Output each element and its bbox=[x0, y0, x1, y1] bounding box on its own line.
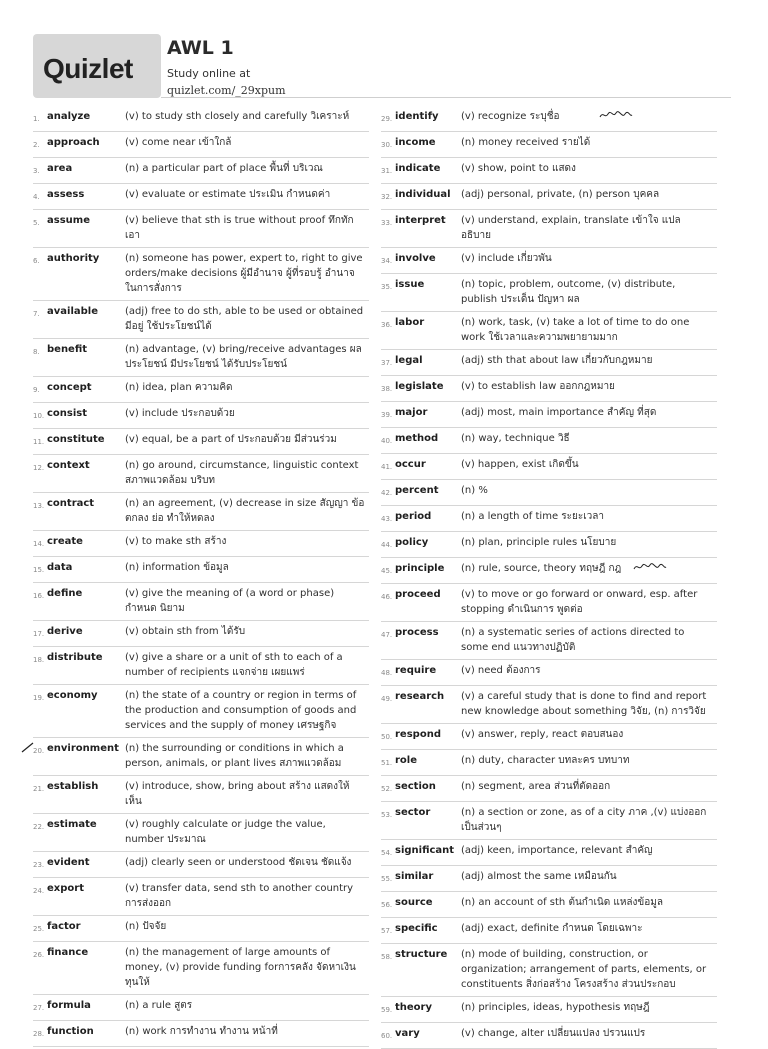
term-number: 42. bbox=[381, 489, 393, 497]
term-number: 2. bbox=[33, 141, 40, 149]
term-number: 31. bbox=[381, 167, 393, 175]
term-definition: (n) work, task, (v) take a lot of time to do one work ใช้เวลาและความพยายามมาก bbox=[461, 317, 690, 343]
term-number: 34. bbox=[381, 257, 393, 265]
term-word: period bbox=[395, 511, 432, 522]
term-definition: (adj) free to do sth, able to be used or obtained มีอยู่ ใช้ประโยชน์ได้ bbox=[125, 306, 364, 332]
term-number: 14. bbox=[33, 540, 45, 548]
term-row bbox=[33, 852, 369, 878]
term-word: derive bbox=[47, 626, 83, 637]
term-word: significant bbox=[395, 845, 455, 856]
term-definition: (v) roughly calculate or judge the value, number ประมาณ bbox=[125, 819, 326, 845]
term-word: environment bbox=[47, 743, 119, 754]
term-word: vary bbox=[395, 1028, 420, 1039]
term-row bbox=[33, 995, 369, 1021]
term-word: source bbox=[395, 897, 433, 908]
term-definition: (v) believe that sth is true without proof ทึกทักเอา bbox=[125, 215, 354, 241]
term-word: major bbox=[395, 407, 428, 418]
term-word: authority bbox=[47, 253, 100, 264]
term-row bbox=[381, 480, 717, 506]
term-number: 13. bbox=[33, 502, 45, 510]
term-row bbox=[33, 878, 369, 916]
term-word: occur bbox=[395, 459, 426, 470]
term-number: 58. bbox=[381, 953, 393, 961]
term-definition: (n) % bbox=[461, 485, 488, 496]
term-row bbox=[381, 558, 717, 584]
term-number: 1. bbox=[33, 115, 40, 123]
term-number: 6. bbox=[33, 257, 40, 265]
term-number: 22. bbox=[33, 823, 45, 831]
term-number: 3. bbox=[33, 167, 40, 175]
term-definition: (v) include เกี่ยวพัน bbox=[461, 253, 552, 264]
term-definition: (n) principles, ideas, hypothesis ทฤษฎี bbox=[461, 1002, 650, 1013]
term-definition: (adj) clearly seen or understood ชัดเจน ชัดแจ้ง bbox=[125, 857, 352, 868]
term-definition: (v) include ประกอบด้วย bbox=[125, 408, 235, 419]
term-word: evident bbox=[47, 857, 90, 868]
term-row bbox=[381, 428, 717, 454]
term-number: 46. bbox=[381, 593, 393, 601]
term-definition: (v) to make sth สร้าง bbox=[125, 536, 227, 547]
term-definition: (adj) keen, importance, relevant สำคัญ bbox=[461, 845, 653, 856]
term-row bbox=[33, 685, 369, 738]
term-row bbox=[381, 532, 717, 558]
term-row bbox=[381, 506, 717, 532]
term-row bbox=[33, 557, 369, 583]
term-number: 35. bbox=[381, 283, 393, 291]
term-row bbox=[33, 531, 369, 557]
term-definition: (v) recognize ระบุชื่อ bbox=[461, 111, 560, 122]
term-word: sector bbox=[395, 807, 431, 818]
term-definition: (adj) exact, definite กำหนด โดยเฉพาะ bbox=[461, 923, 643, 934]
term-word: require bbox=[395, 665, 437, 676]
term-definition: (n) duty, character บทละคร บทบาท bbox=[461, 755, 630, 766]
term-row bbox=[381, 750, 717, 776]
term-number: 29. bbox=[381, 115, 393, 123]
term-definition: (v) to establish law ออกกฎหมาย bbox=[461, 381, 615, 392]
term-number: 9. bbox=[33, 386, 40, 394]
term-definition: (v) evaluate or estimate ประเมิน กำหนดค่า bbox=[125, 189, 331, 200]
term-row bbox=[33, 377, 369, 403]
term-row bbox=[381, 274, 717, 312]
term-word: structure bbox=[395, 949, 448, 960]
quizlet-logo bbox=[33, 34, 161, 98]
term-row bbox=[33, 403, 369, 429]
term-row bbox=[33, 132, 369, 158]
term-word: involve bbox=[395, 253, 436, 264]
terms-column-right bbox=[381, 106, 717, 1049]
term-definition: (v) need ต้องการ bbox=[461, 665, 541, 676]
term-number: 56. bbox=[381, 901, 393, 909]
term-definition: (v) to study sth closely and carefully วิเคราะห์ bbox=[125, 111, 350, 122]
term-definition: (n) segment, area ส่วนที่ตัดออก bbox=[461, 781, 611, 792]
term-definition: (v) understand, explain, translate เข้าใจ แปล อธิบาย bbox=[461, 215, 681, 241]
term-word: data bbox=[47, 562, 73, 573]
term-row bbox=[381, 132, 717, 158]
logo-text: Quizlet bbox=[43, 53, 133, 84]
term-definition: (n) ปัจจัย bbox=[125, 921, 167, 932]
term-row bbox=[381, 402, 717, 428]
term-word: specific bbox=[395, 923, 438, 934]
term-number: 21. bbox=[33, 785, 45, 793]
term-definition: (n) go around, circumstance, linguistic context สภาพแวดล้อม บริบท bbox=[125, 460, 359, 486]
term-row bbox=[381, 106, 717, 132]
term-number: 55. bbox=[381, 875, 393, 883]
term-word: theory bbox=[395, 1002, 433, 1013]
term-row bbox=[33, 1021, 369, 1047]
term-definition: (adj) personal, private, (n) person บุคคล bbox=[461, 189, 660, 200]
term-row bbox=[381, 840, 717, 866]
term-number: 4. bbox=[33, 193, 40, 201]
term-definition: (n) a length of time ระยะเวลา bbox=[461, 511, 605, 522]
term-row bbox=[33, 621, 369, 647]
term-definition: (n) information ข้อมูล bbox=[125, 562, 229, 573]
set-title: AWL 1 bbox=[167, 37, 234, 59]
term-definition: (n) topic, problem, outcome, (v) distribute, publish ประเด็น ปัญหา ผล bbox=[461, 279, 676, 305]
term-definition: (n) idea, plan ความคิด bbox=[125, 382, 233, 393]
term-definition: (n) someone has power, expert to, right to give orders/make decisions ผู้มีอำนาจ ผู้ที่รอบรู้ อำนาจในการสั่งการ bbox=[125, 253, 363, 294]
term-number: 17. bbox=[33, 630, 45, 638]
term-definition: (v) come near เข้าใกล้ bbox=[125, 137, 232, 148]
term-definition: (n) the management of large amounts of money, (v) provide funding forการคลัง จัดหาเงินทุนให้ bbox=[125, 947, 356, 988]
term-number: 27. bbox=[33, 1004, 45, 1012]
term-number: 16. bbox=[33, 592, 45, 600]
term-row bbox=[33, 942, 369, 995]
term-definition: (v) transfer data, send sth to another country การส่งออก bbox=[125, 883, 354, 909]
term-word: labor bbox=[395, 317, 425, 328]
term-definition: (n) an account of sth ต้นกำเนิด แหล่งข้อมูล bbox=[461, 897, 663, 908]
term-number: 41. bbox=[381, 463, 393, 471]
term-number: 24. bbox=[33, 887, 45, 895]
term-row bbox=[33, 776, 369, 814]
term-word: factor bbox=[47, 921, 81, 932]
term-row bbox=[33, 301, 369, 339]
term-definition: (n) the surrounding or conditions in which a person, animals, or plant lives สภาพแวดล้อม bbox=[125, 743, 344, 769]
term-word: legislate bbox=[395, 381, 444, 392]
term-row bbox=[33, 738, 369, 776]
term-word: assume bbox=[47, 215, 90, 226]
term-definition: (v) give the meaning of (a word or phase) กำหนด นิยาม bbox=[125, 588, 335, 614]
term-definition: (n) a particular part of place พื้นที่ บริเวณ bbox=[125, 163, 323, 174]
term-row bbox=[381, 184, 717, 210]
study-online-line bbox=[167, 65, 357, 99]
term-number: 44. bbox=[381, 541, 393, 549]
term-number: 28. bbox=[33, 1030, 45, 1038]
term-word: concept bbox=[47, 382, 92, 393]
term-number: 57. bbox=[381, 927, 393, 935]
term-word: consist bbox=[47, 408, 88, 419]
term-number: 8. bbox=[33, 348, 40, 356]
term-row bbox=[381, 776, 717, 802]
term-word: interpret bbox=[395, 215, 446, 226]
term-definition: (n) a section or zone, as of a city ภาค ,(v) แบ่งออกเป็นส่วนๆ bbox=[461, 807, 707, 833]
term-definition: (n) money received รายได้ bbox=[461, 137, 591, 148]
term-row bbox=[381, 158, 717, 184]
term-row bbox=[33, 158, 369, 184]
term-word: benefit bbox=[47, 344, 88, 355]
term-row bbox=[33, 106, 369, 132]
term-definition: (adj) sth that about law เกี่ยวกับกฎหมาย bbox=[461, 355, 653, 366]
term-number: 39. bbox=[381, 411, 393, 419]
header-divider bbox=[161, 97, 731, 98]
term-number: 10. bbox=[33, 412, 45, 420]
term-word: process bbox=[395, 627, 439, 638]
term-word: analyze bbox=[47, 111, 91, 122]
term-word: establish bbox=[47, 781, 99, 792]
term-number: 5. bbox=[33, 219, 40, 227]
term-definition: (n) the state of a country or region in terms of the production and consumption of goods and services and the supply of money เศรษฐกิจ bbox=[125, 690, 357, 731]
term-row bbox=[33, 647, 369, 685]
term-number: 11. bbox=[33, 438, 45, 446]
term-row bbox=[381, 210, 717, 248]
page-header bbox=[33, 34, 731, 98]
term-word: distribute bbox=[47, 652, 103, 663]
term-word: create bbox=[47, 536, 83, 547]
term-word: assess bbox=[47, 189, 85, 200]
term-word: proceed bbox=[395, 589, 441, 600]
term-number: 12. bbox=[33, 464, 45, 472]
term-row bbox=[381, 454, 717, 480]
term-row bbox=[33, 583, 369, 621]
term-row bbox=[381, 866, 717, 892]
term-definition: (v) change, alter เปลี่ยนแปลง ปรวนแปร bbox=[461, 1028, 646, 1039]
term-number: 38. bbox=[381, 385, 393, 393]
term-number: 33. bbox=[381, 219, 393, 227]
handwritten-scribble bbox=[633, 562, 667, 572]
term-word: estimate bbox=[47, 819, 97, 830]
term-row bbox=[381, 1023, 717, 1049]
term-definition: (n) plan, principle rules นโยบาย bbox=[461, 537, 617, 548]
term-row bbox=[381, 248, 717, 274]
term-definition: (v) give a share or a unit of sth to each of a number of recipients แจกจ่าย เผยแพร่ bbox=[125, 652, 343, 678]
term-number: 20. bbox=[33, 747, 45, 755]
term-word: legal bbox=[395, 355, 423, 366]
term-word: method bbox=[395, 433, 439, 444]
term-row bbox=[381, 892, 717, 918]
term-row bbox=[381, 350, 717, 376]
term-row bbox=[33, 339, 369, 377]
term-number: 19. bbox=[33, 694, 45, 702]
term-row bbox=[381, 944, 717, 997]
term-number: 45. bbox=[381, 567, 393, 575]
term-definition: (n) rule, source, theory ทฤษฎี กฎ bbox=[461, 563, 622, 574]
term-word: issue bbox=[395, 279, 425, 290]
term-row bbox=[381, 802, 717, 840]
term-word: approach bbox=[47, 137, 100, 148]
term-word: section bbox=[395, 781, 436, 792]
term-row bbox=[381, 997, 717, 1023]
term-word: indicate bbox=[395, 163, 441, 174]
term-number: 51. bbox=[381, 759, 393, 767]
term-row bbox=[381, 660, 717, 686]
term-definition: (v) happen, exist เกิดขึ้น bbox=[461, 459, 579, 470]
term-word: income bbox=[395, 137, 436, 148]
term-definition: (adj) most, main importance สำคัญ ที่สุด bbox=[461, 407, 657, 418]
term-word: context bbox=[47, 460, 90, 471]
term-row bbox=[381, 724, 717, 750]
term-number: 36. bbox=[381, 321, 393, 329]
term-row bbox=[33, 916, 369, 942]
term-row bbox=[381, 918, 717, 944]
term-definition: (n) advantage, (v) bring/receive advantages ผลประโยชน์ มีประโยชน์ ได้รับประโยชน์ bbox=[125, 344, 362, 370]
term-definition: (n) way, technique วิธี bbox=[461, 433, 570, 444]
term-number: 48. bbox=[381, 669, 393, 677]
term-word: policy bbox=[395, 537, 429, 548]
term-word: area bbox=[47, 163, 73, 174]
terms-column-left bbox=[33, 106, 369, 1047]
term-word: define bbox=[47, 588, 83, 599]
term-number: 43. bbox=[381, 515, 393, 523]
term-row bbox=[33, 248, 369, 301]
term-row bbox=[381, 686, 717, 724]
term-word: percent bbox=[395, 485, 439, 496]
term-number: 49. bbox=[381, 695, 393, 703]
term-word: export bbox=[47, 883, 84, 894]
term-row bbox=[33, 210, 369, 248]
term-word: constitute bbox=[47, 434, 105, 445]
term-word: contract bbox=[47, 498, 95, 509]
term-number: 30. bbox=[381, 141, 393, 149]
term-word: economy bbox=[47, 690, 98, 701]
term-number: 32. bbox=[381, 193, 393, 201]
term-number: 60. bbox=[381, 1032, 393, 1040]
term-word: available bbox=[47, 306, 98, 317]
term-number: 47. bbox=[381, 631, 393, 639]
term-definition: (n) an agreement, (v) decrease in size สัญญา ข้อตกลง ย่อ ทำให้หดลง bbox=[125, 498, 365, 524]
term-word: role bbox=[395, 755, 418, 766]
term-definition: (n) work การทำงาน ทำงาน หน้าที่ bbox=[125, 1026, 278, 1037]
term-number: 59. bbox=[381, 1006, 393, 1014]
term-number: 54. bbox=[381, 849, 393, 857]
term-word: finance bbox=[47, 947, 89, 958]
term-word: respond bbox=[395, 729, 441, 740]
term-word: function bbox=[47, 1026, 94, 1037]
term-definition: (n) mode of building, construction, or organization; arrangement of parts, elements, or constituents สิ่งก่อสร้าง โครงสร้าง ส่วนประกอบ bbox=[461, 949, 707, 990]
term-row bbox=[33, 814, 369, 852]
term-row bbox=[33, 184, 369, 210]
term-number: 53. bbox=[381, 811, 393, 819]
term-word: similar bbox=[395, 871, 434, 882]
term-word: formula bbox=[47, 1000, 91, 1011]
term-definition: (n) a rule สูตร bbox=[125, 1000, 193, 1011]
term-definition: (v) show, point to แสดง bbox=[461, 163, 576, 174]
term-definition: (v) introduce, show, bring about สร้าง แสดงให้เห็น bbox=[125, 781, 350, 807]
term-definition: (v) answer, reply, react ตอบสนอง bbox=[461, 729, 624, 740]
term-row bbox=[33, 455, 369, 493]
term-number: 40. bbox=[381, 437, 393, 445]
term-row bbox=[381, 622, 717, 660]
term-number: 37. bbox=[381, 359, 393, 367]
term-number: 7. bbox=[33, 310, 40, 318]
term-definition: (adj) almost the same เหมือนกัน bbox=[461, 871, 617, 882]
study-prefix: Study online at bbox=[167, 67, 251, 80]
term-number: 26. bbox=[33, 951, 45, 959]
term-row bbox=[381, 376, 717, 402]
term-number: 18. bbox=[33, 656, 45, 664]
term-word: principle bbox=[395, 563, 445, 574]
term-word: research bbox=[395, 691, 445, 702]
term-number: 25. bbox=[33, 925, 45, 933]
term-definition: (v) obtain sth from ได้รับ bbox=[125, 626, 246, 637]
term-row bbox=[33, 493, 369, 531]
term-number: 15. bbox=[33, 566, 45, 574]
term-definition: (n) a systematic series of actions directed to some end แนวทางปฏิบัติ bbox=[461, 627, 685, 653]
term-word: individual bbox=[395, 189, 451, 200]
term-definition: (v) a careful study that is done to find and report new knowledge about something วิจัย, (n) การวิจัย bbox=[461, 691, 707, 717]
term-row bbox=[381, 584, 717, 622]
handwritten-scribble bbox=[599, 110, 633, 120]
term-row bbox=[33, 429, 369, 455]
term-word: identify bbox=[395, 111, 439, 122]
term-number: 23. bbox=[33, 861, 45, 869]
term-number: 50. bbox=[381, 733, 393, 741]
study-url: quizlet.com/_29xpum bbox=[167, 84, 286, 97]
handwritten-tick-mark bbox=[21, 741, 35, 753]
term-number: 52. bbox=[381, 785, 393, 793]
term-definition: (v) to move or go forward or onward, esp. after stopping ดำเนินการ พูดต่อ bbox=[461, 589, 698, 615]
term-definition: (v) equal, be a part of ประกอบด้วย มีส่วนร่วม bbox=[125, 434, 337, 445]
term-row bbox=[381, 312, 717, 350]
